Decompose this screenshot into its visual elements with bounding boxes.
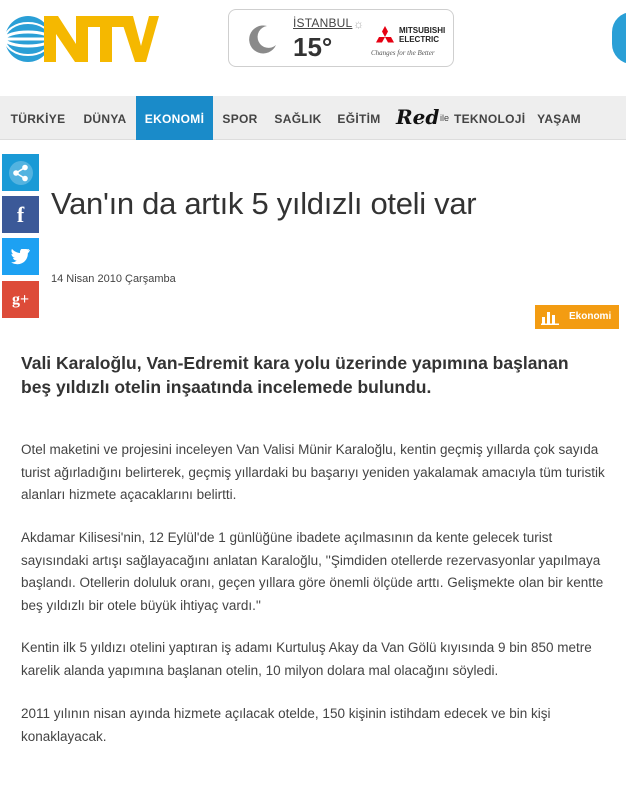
ntv-logo-graphic	[4, 10, 159, 68]
sponsor-logo[interactable]	[371, 24, 451, 60]
nav-item-turkiye[interactable]: TÜRKİYE	[10, 112, 66, 126]
nav-item-dunya[interactable]: DÜNYA	[83, 112, 127, 126]
mitsubishi-diamonds-icon	[373, 26, 397, 48]
nav-item-ekonomi[interactable]: EKONOMİ	[136, 96, 213, 140]
nav-item-saglik[interactable]: SAĞLIK	[274, 112, 322, 126]
sun-icon: ☼	[353, 17, 364, 31]
article-lead: Vali Karaloğlu, Van-Edremit kara yolu üzerinde yapımına başlanan beş yıldızlı otelin inşaatında incelemede bulundu.	[21, 353, 569, 397]
google-plus-button[interactable]	[2, 281, 39, 318]
weather-widget[interactable]	[228, 9, 454, 67]
nav-item-yasam[interactable]: YAŞAM	[537, 112, 581, 126]
sponsor-tagline: Changes for the Better	[371, 49, 435, 57]
site-header	[0, 0, 626, 96]
share-icon	[8, 160, 34, 186]
facebook-icon: f	[16, 201, 25, 227]
article-paragraph: 2011 yılının nisan ayında hizmete açılacak otelde, 150 kişinin istihdam edecek ve bin kişi konaklayacak.	[21, 706, 551, 744]
red-ile-label: ile	[440, 113, 450, 123]
google-plus-icon: g+	[11, 290, 30, 308]
twitter-icon	[11, 249, 31, 265]
twitter-button[interactable]	[2, 238, 39, 275]
red-logo[interactable]: Red	[396, 105, 440, 129]
moon-icon	[247, 23, 279, 55]
header-right-button[interactable]	[612, 12, 626, 64]
sponsor-name: MITSUBISHI ELECTRIC	[399, 26, 446, 44]
weather-temperature: 15°	[293, 32, 333, 62]
share-button[interactable]	[2, 154, 39, 191]
article-title: Van'ın da artık 5 yıldızlı oteli var	[51, 186, 477, 221]
nav-item-spor[interactable]: SPOR	[222, 112, 258, 126]
ntv-logo[interactable]	[4, 10, 159, 68]
article-paragraph: Akdamar Kilisesi'nin, 12 Eylül'de 1 günlüğüne ibadete açılmasının da kente gelecek turist sayısındaki artışı sağlayacağını anlatan Karaloğlu, ''Şimdiden otellerde rezervasyonlar yapılmaya başlandı. Otellerin doluluk oranı, geçen yıllara göre önemli ölçüde arttı. Gelişmekte olan bir kentte beş yıldızlı bir otele büyük ihtiyaç vardı.''	[21, 530, 604, 613]
bar-chart-icon	[541, 310, 559, 325]
category-label: Ekonomi	[569, 311, 612, 322]
facebook-button[interactable]	[2, 196, 39, 233]
category-badge[interactable]	[535, 305, 619, 329]
nav-item-egitim[interactable]: EĞİTİM	[337, 112, 381, 126]
weather-city[interactable]: İSTANBUL	[293, 16, 353, 30]
main-nav	[0, 96, 626, 140]
article-paragraph: Kentin ilk 5 yıldızı otelini yaptıran iş adamı Kurtuluş Akay da Van Gölü kıyısında 9 bin 850 metre karelik alanda yapımına başlanan otelin, 10 milyon dolara mal olacağını söyledi.	[21, 640, 592, 678]
nav-item-teknoloji[interactable]: TEKNOLOJİ	[454, 112, 526, 126]
article-date: 14 Nisan 2010 Çarşamba	[51, 273, 176, 285]
article-paragraph: Otel maketini ve projesini inceleyen Van Valisi Münir Karaloğlu, kentin geçmiş yıllarda çok sayıda turist ağırladığını belirterek, geçmiş yıllardaki bu başarıyı yeniden yakalamak amacıyla tüm turistik alanları hizmete açacaklarını belirtti.	[21, 442, 605, 502]
